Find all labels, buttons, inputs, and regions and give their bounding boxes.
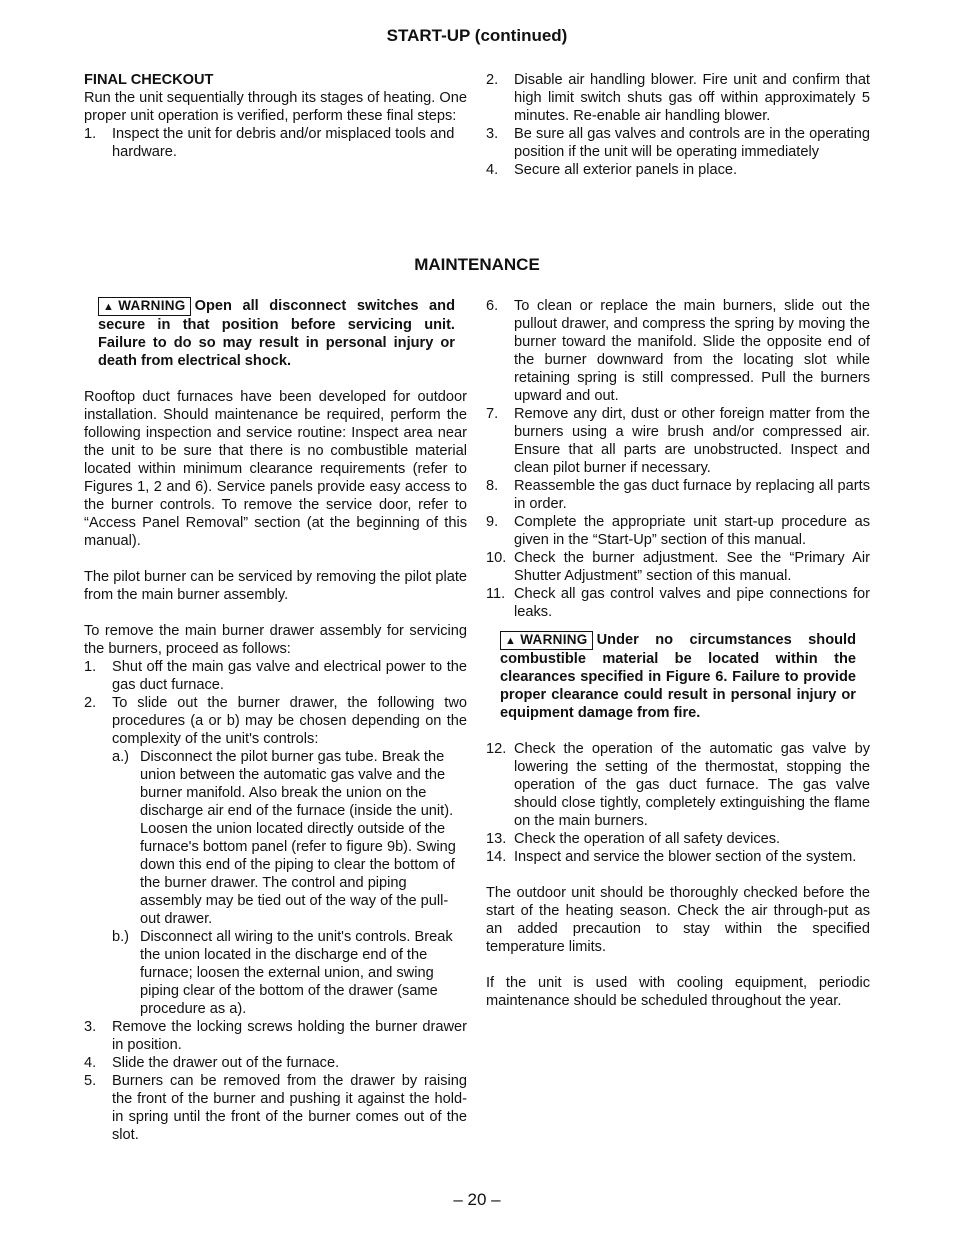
list-item: 1. Inspect the unit for debris and/or misplaced tools and hardware. — [84, 126, 455, 160]
list-item: 4. Slide the drawer out of the furnace. — [84, 1055, 340, 1071]
sub-list-item: b.) Disconnect all wiring to the unit's controls. Break the union located in the discharge end of the furnace; loosen the external union, and swing piping clear of the bottom of the drawer (same procedure as a). — [112, 929, 453, 1017]
list-item: 12. Check the operation of the automatic gas valve by lowering the setting of the thermostat, stopping the operation of the gas duct furnace. The gas valve should close tightly, completely extinguishing the flame on the main burners. — [486, 741, 870, 829]
final-checkout-left — [84, 71, 467, 161]
list-item: 14. Inspect and service the blower section of the system. — [486, 849, 857, 865]
page-title: START-UP (continued) — [386, 26, 568, 45]
final-checkout-right — [486, 71, 870, 179]
list-item: 13. Check the operation of all safety devices. — [486, 831, 781, 847]
final-checkout-heading: FINAL CHECKOUT — [84, 72, 214, 88]
warning-notice: ▲ WARNING Under no circumstances should combustible material be located within the clearances specified in Figure 6. Failure to provide proper clearance could result in personal injury or equipment damage from fire. — [500, 632, 856, 721]
paragraph: To remove the main burner drawer assembly for servicing the burners, proceed as follows: — [84, 623, 467, 657]
warning-badge: ▲ WARNING — [98, 297, 191, 316]
final-checkout-intro: Run the unit sequentially through its stages of heating. One proper unit operation is verified, perform these final steps: — [84, 90, 467, 124]
list-item: 1. Shut off the main gas valve and electrical power to the gas duct furnace. — [84, 659, 467, 693]
list-item: 3. Be sure all gas valves and controls are in the operating position if the unit will be operating immediately — [486, 126, 870, 160]
warning-triangle-icon: ▲ — [103, 301, 115, 313]
maintenance-heading: MAINTENANCE — [414, 255, 540, 274]
warning-notice: ▲ WARNING Open all disconnect switches and secure in that position before servicing unit. Failure to do so may result in personal injury or death from electrical shock. — [98, 298, 455, 369]
paragraph: The pilot burner can be serviced by removing the pilot plate from the main burner assembly. — [84, 569, 467, 603]
list-item: 8. Reassemble the gas duct furnace by replacing all parts in order. — [486, 478, 870, 512]
list-item: 4. Secure all exterior panels in place. — [486, 162, 738, 178]
list-item: 6. To clean or replace the main burners, slide out the pullout drawer, and compress the spring by moving the burner toward the manifold. Slide the opposite end of the burner downward from the locating slot while retaining spring is still compressed. Pull the burners upward and out. — [486, 298, 870, 404]
list-item: 3. Remove the locking screws holding the burner drawer in position. — [84, 1019, 467, 1053]
maintenance-right — [486, 297, 870, 1010]
page-number: – 20 – — [453, 1190, 501, 1209]
list-item: 5. Burners can be removed from the drawer by raising the front of the burner and pushing it against the hold-in spring until the front of the burner comes out of the slot. — [84, 1073, 467, 1143]
list-item: 7. Remove any dirt, dust or other foreign matter from the burners using a wire brush and/or compressed air. Ensure that all parts are unobstructed. Inspect and clean pilot burner if necessary. — [486, 406, 870, 476]
list-item: 11. Check all gas control valves and pipe connections for leaks. — [486, 586, 870, 620]
sub-list-item: a.) Disconnect the pilot burner gas tube. Break the union between the automatic gas valve and the burner manifold. Also break the union on the discharge air end of the furnace (inside the unit). Loosen the union located directly outside of the furnace's bottom panel (refer to figure 9b). Swing down this end of the piping to clear the bottom of the burner drawer. The control and piping assembly may be tied out of the way of the pull-out drawer. — [112, 749, 456, 927]
maintenance-left — [84, 297, 467, 1144]
paragraph: If the unit is used with cooling equipment, periodic maintenance should be scheduled throughout the year. — [486, 975, 870, 1009]
list-item: 2. To slide out the burner drawer, the following two procedures (a or b) may be chosen depending on the complexity of the unit's controls: — [84, 695, 467, 747]
warning-triangle-icon: ▲ — [505, 635, 517, 647]
list-item: 10. Check the burner adjustment. See the “Primary Air Shutter Adjustment” section of this manual. — [486, 550, 870, 584]
list-item: 2. Disable air handling blower. Fire unit and confirm that high limit switch shuts gas off within approximately 5 minutes. Re-enable air handling blower. — [486, 72, 870, 124]
warning-badge: ▲ WARNING — [500, 631, 593, 650]
paragraph: The outdoor unit should be thoroughly checked before the start of the heating season. Check the air through-put as an added precaution to stay within the specified temperature limits. — [486, 885, 870, 955]
paragraph: Rooftop duct furnaces have been developed for outdoor installation. Should maintenance be required, perform the following inspection and service routine: Inspect area near the unit to be sure that there is no combustible material located within minimum clearance requirements (refer to Figures 1, 2 and 6). Service panels provide easy access to the burner controls. To remove the service door, refer to “Access Panel Removal” section (at the beginning of this manual). — [84, 389, 467, 549]
list-item: 9. Complete the appropriate unit start-up procedure as given in the “Start-Up” section of this manual. — [486, 514, 870, 548]
